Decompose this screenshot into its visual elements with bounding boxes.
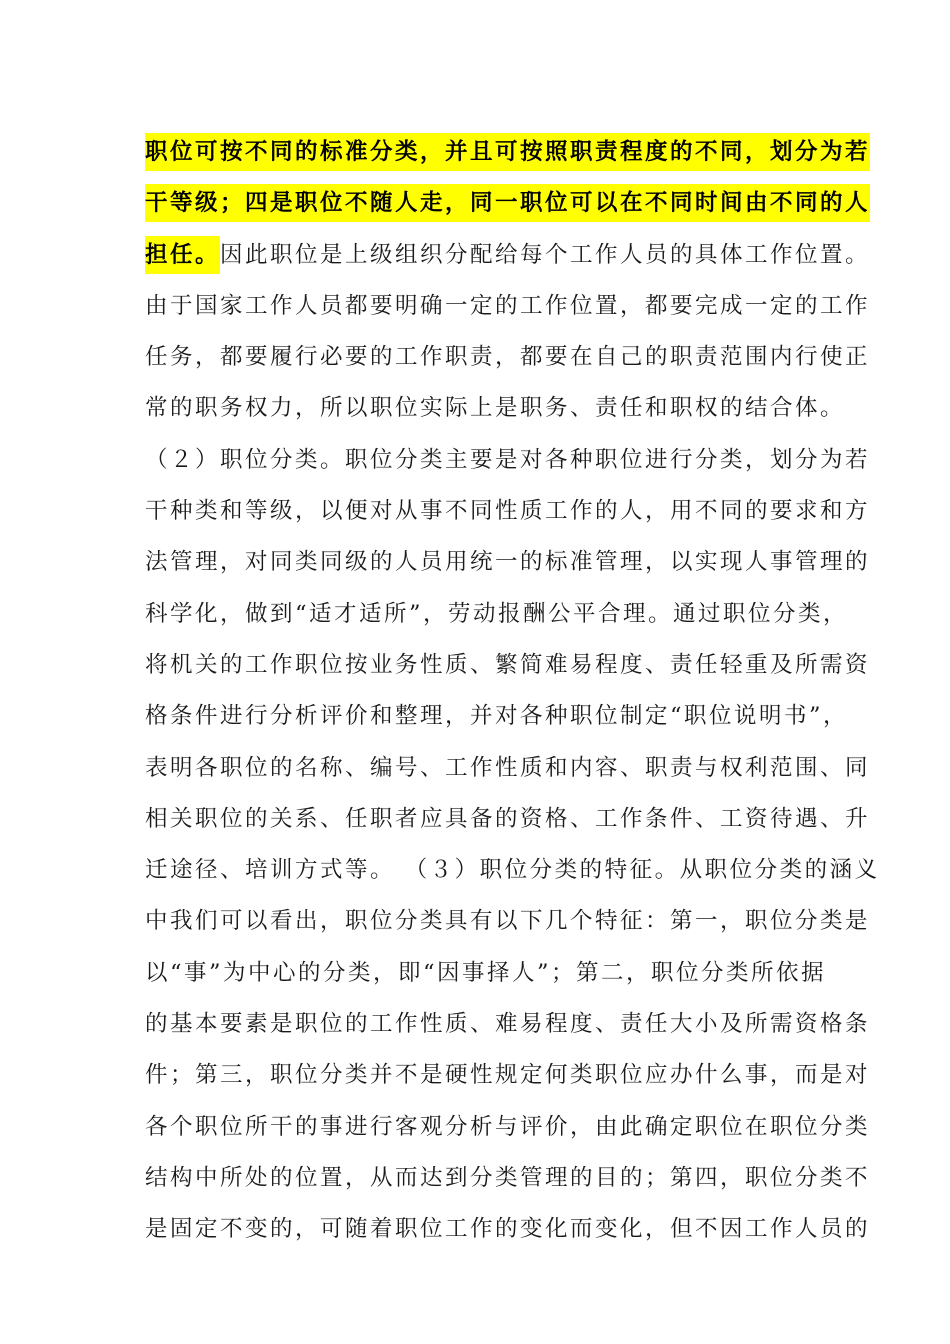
highlighted-text: 担任。 — [145, 236, 220, 274]
plain-text: 结构中所处的位置，从而达到分类管理的目的；第四，职位分类不 — [145, 1164, 871, 1191]
plain-text: 的基本要素是职位的工作性质、难易程度、责任大小及所需资格条 — [145, 1011, 871, 1038]
text-line — [145, 127, 871, 178]
plain-text: 是固定不变的，可随着职位工作的变化而变化，但不因工作人员的 — [145, 1216, 871, 1243]
text-line — [145, 435, 871, 486]
plain-text: 件；第三，职位分类并不是硬性规定何类职位应办什么事，而是对 — [145, 1062, 871, 1089]
text-line — [145, 178, 871, 229]
highlighted-text: 干等级；四是职位不随人走，同一职位可以在不同时间由不同的人 — [145, 184, 870, 222]
plain-text: 迁途径、培训方式等。 （３）职位分类的特征。从职位分类的涵义 — [145, 857, 880, 884]
text-line — [145, 230, 871, 281]
plain-text: 常的职务权力，所以职位实际上是职务、责任和职权的结合体。 — [145, 395, 846, 422]
plain-text: 中我们可以看出，职位分类具有以下几个特征：第一，职位分类是 — [145, 908, 871, 935]
text-line — [145, 281, 871, 332]
text-line — [145, 691, 849, 742]
text-line — [145, 332, 871, 383]
text-line — [145, 896, 871, 947]
plain-text: 科学化，做到“适才适所”，劳动报酬公平合理。通过职位分类， — [145, 600, 849, 627]
text-line — [145, 383, 846, 434]
plain-text: 干种类和等级，以便对从事不同性质工作的人，用不同的要求和方 — [145, 498, 871, 525]
text-line — [145, 1050, 871, 1101]
text-line — [145, 537, 871, 588]
plain-text: 表明各职位的名称、编号、工作性质和内容、职责与权利范围、同 — [145, 754, 871, 781]
plain-text: 相关职位的关系、任职者应具备的资格、工作条件、工资待遇、升 — [145, 805, 871, 832]
plain-text: （２）职位分类。职位分类主要是对各种职位进行分类，划分为若 — [145, 446, 871, 473]
plain-text: 以“事”为中心的分类，即“因事择人”；第二，职位分类所依据 — [145, 959, 827, 986]
plain-text: 由于国家工作人员都要明确一定的工作位置，都要完成一定的工作 — [145, 292, 871, 319]
plain-text: 将机关的工作职位按业务性质、繁简难易程度、责任轻重及所需资 — [145, 651, 871, 678]
text-line — [145, 948, 827, 999]
text-line — [145, 1204, 871, 1255]
text-line — [145, 845, 880, 896]
plain-text: 格条件进行分析评价和整理，并对各种职位制定“职位说明书”， — [145, 703, 849, 730]
text-line — [145, 1153, 871, 1204]
highlighted-text: 职位可按不同的标准分类，并且可按照职责程度的不同，划分为若 — [145, 133, 870, 171]
text-line — [145, 589, 849, 640]
text-line — [145, 999, 871, 1050]
plain-text: 法管理，对同类同级的人员用统一的标准管理，以实现人事管理的 — [145, 549, 871, 576]
plain-text: 任务，都要履行必要的工作职责，都要在自己的职责范围内行使正 — [145, 344, 871, 371]
text-line — [145, 486, 871, 537]
text-line — [145, 743, 871, 794]
text-line — [145, 640, 871, 691]
body-text — [145, 127, 880, 1256]
text-line — [145, 1102, 871, 1153]
text-line — [145, 794, 871, 845]
plain-text: 各个职位所干的事进行客观分析与评价，由此确定职位在职位分类 — [145, 1113, 871, 1140]
plain-text: 因此职位是上级组织分配给每个工作人员的具体工作位置。 — [220, 241, 871, 268]
